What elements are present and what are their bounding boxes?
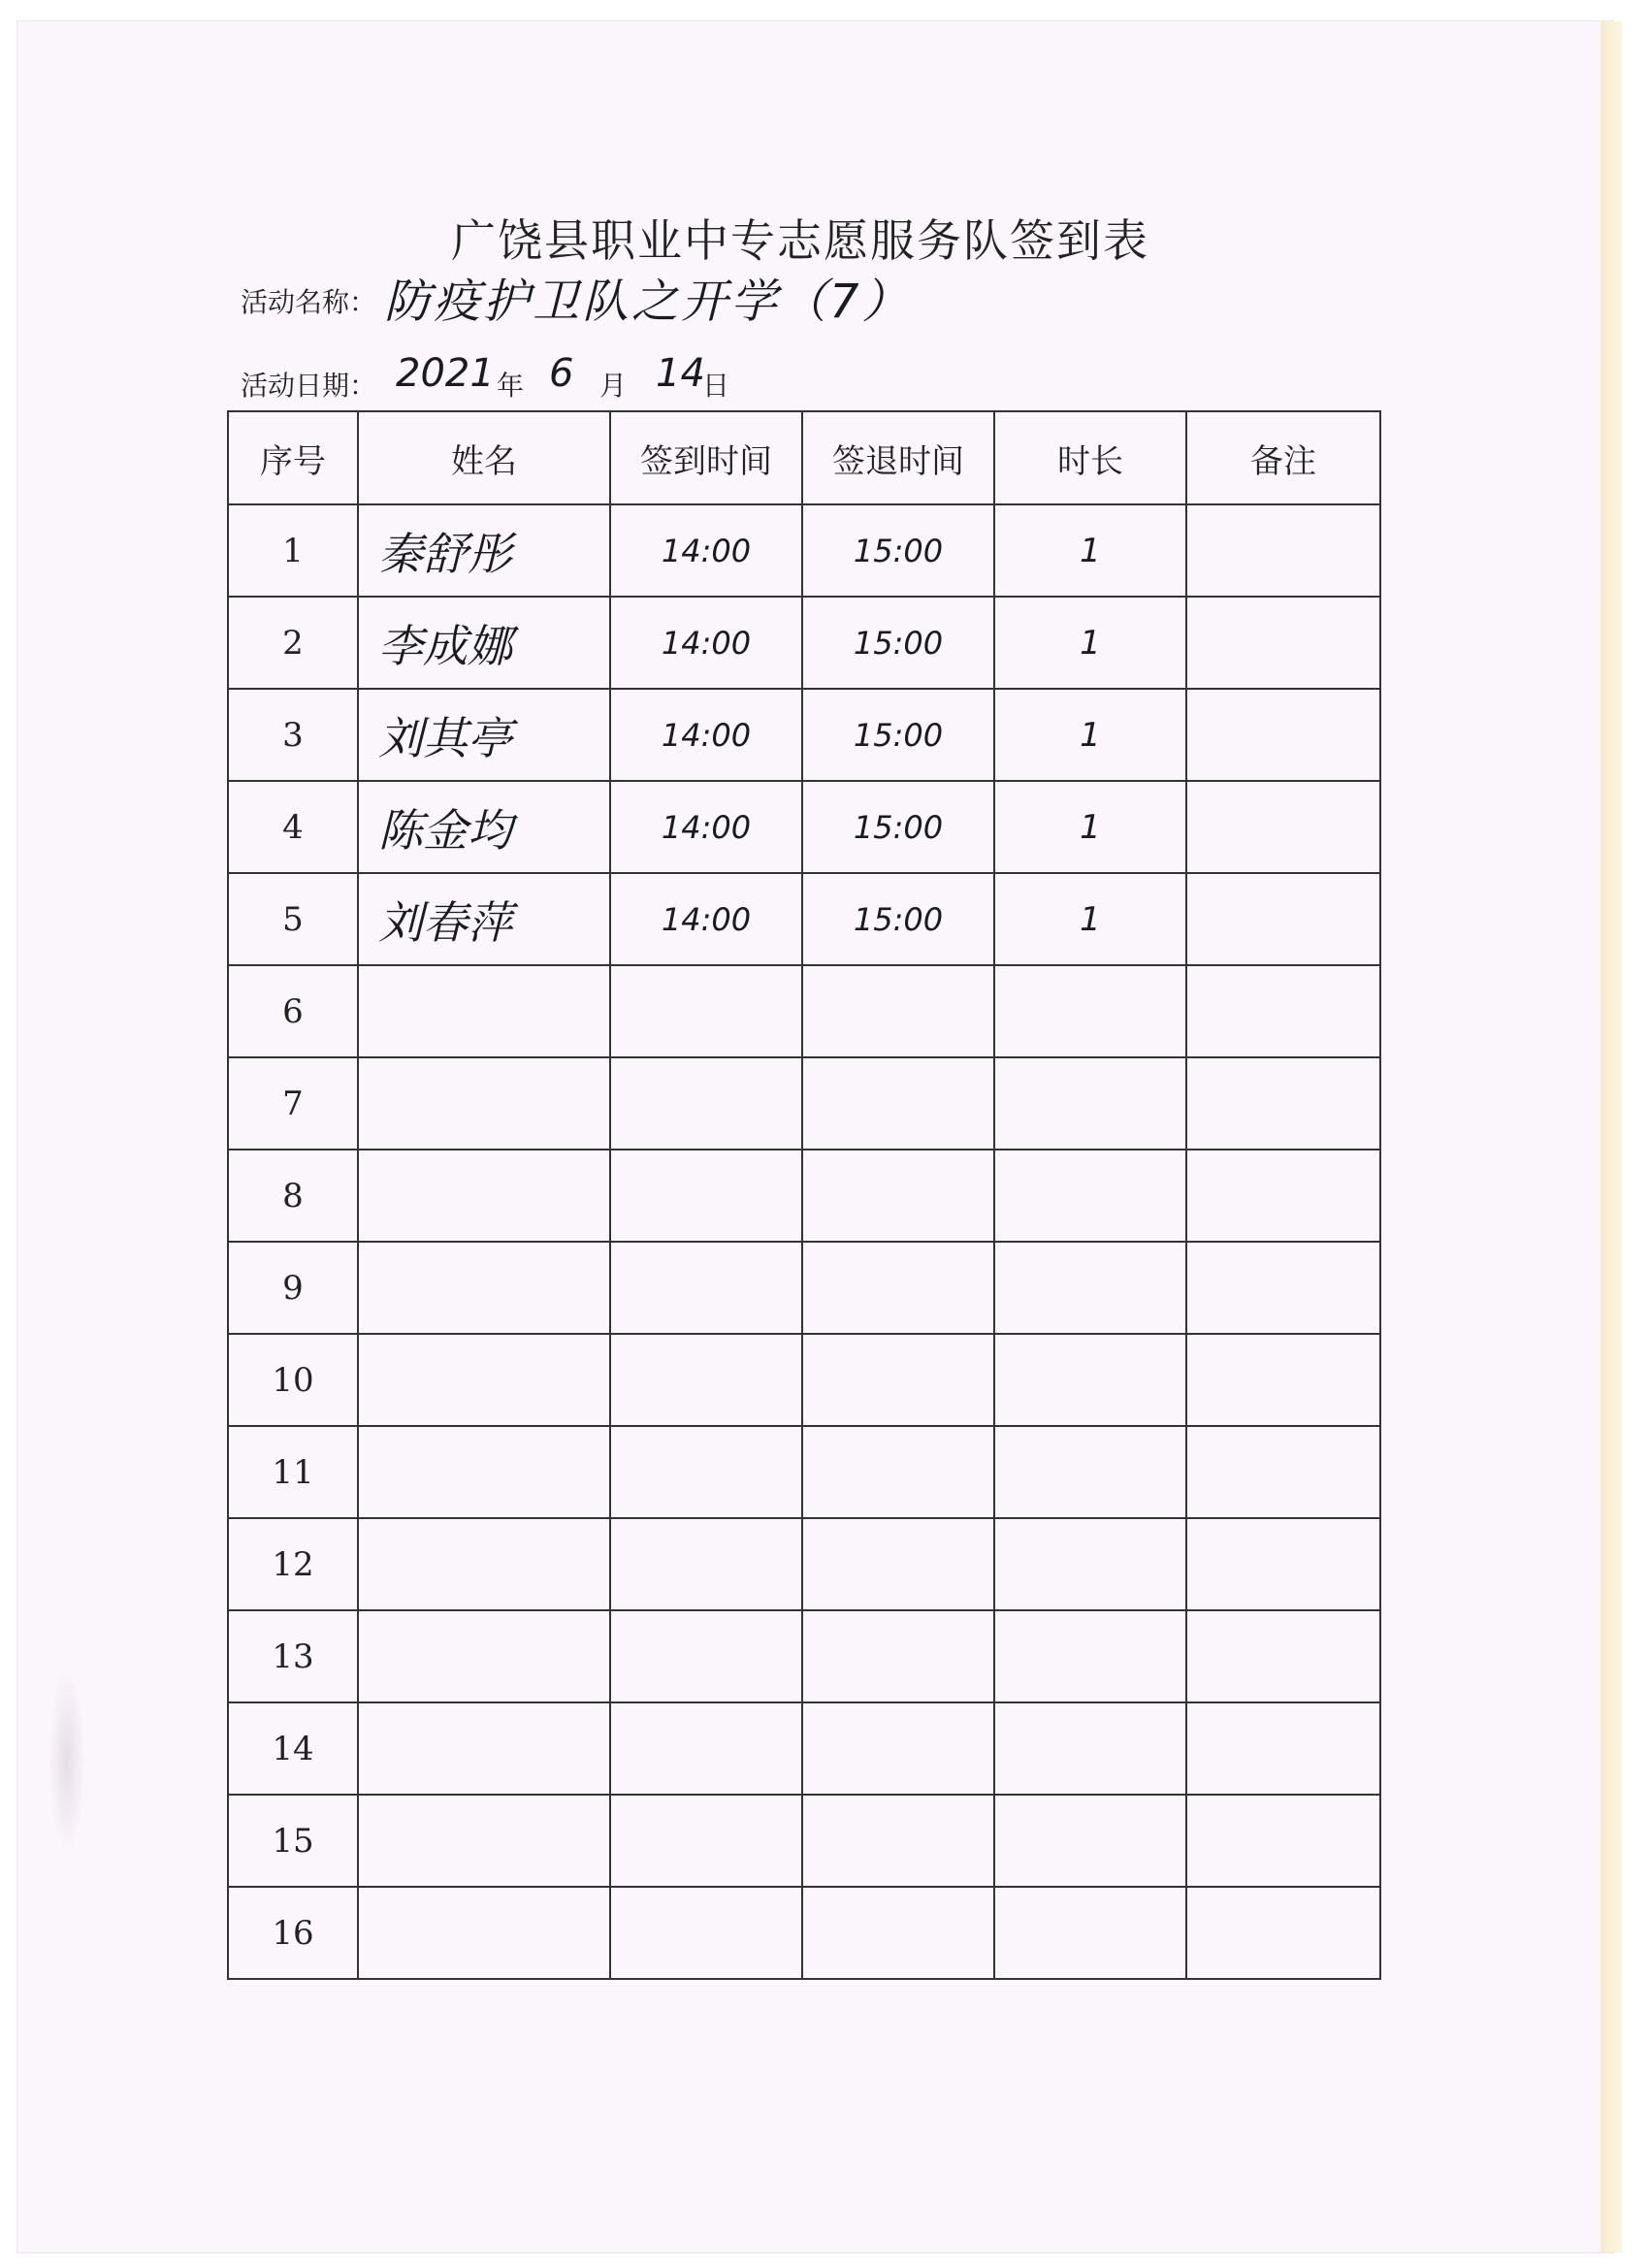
sign-in-time-cell	[610, 1795, 802, 1887]
paper-edge	[1600, 21, 1622, 2252]
table-row	[228, 1426, 1380, 1518]
volunteer-name-cell	[358, 965, 610, 1057]
volunteer-name-cell	[358, 1150, 610, 1242]
volunteer-name-cell	[358, 1702, 610, 1795]
sign-out-time-cell: 15:00	[802, 597, 994, 689]
sign-out-time-cell: 15:00	[802, 873, 994, 965]
duration-cell	[994, 1057, 1186, 1150]
note-cell	[1186, 1334, 1380, 1426]
row-number-cell: 2	[228, 597, 358, 689]
activity-date-label: 活动日期：	[241, 370, 377, 402]
row-number-cell: 10	[228, 1334, 358, 1426]
sign-in-time-cell: 14:00	[610, 873, 802, 965]
row-number-cell: 16	[228, 1887, 358, 1979]
sign-in-time-cell	[610, 1518, 802, 1610]
note-cell	[1186, 1795, 1380, 1887]
sign-in-time-cell	[610, 1057, 802, 1150]
volunteer-name-cell	[358, 1518, 610, 1610]
sign-out-time-cell: 15:00	[802, 781, 994, 873]
duration-cell	[994, 1518, 1186, 1610]
sign-in-time-cell: 14:00	[610, 597, 802, 689]
table-row	[228, 1887, 1380, 1979]
sign-out-time-cell	[802, 1518, 994, 1610]
volunteer-name-cell	[358, 1426, 610, 1518]
duration-cell	[994, 1795, 1186, 1887]
note-cell	[1186, 873, 1380, 965]
row-number-cell: 4	[228, 781, 358, 873]
date-year-unit: 年	[497, 370, 525, 402]
table-row	[228, 1795, 1380, 1887]
duration-cell	[994, 1702, 1186, 1795]
volunteer-name-cell: 刘其亭	[358, 689, 610, 781]
duration-cell	[994, 1150, 1186, 1242]
row-number-cell: 3	[228, 689, 358, 781]
sign-out-time-cell: 15:00	[802, 504, 994, 597]
duration-cell: 1	[994, 597, 1186, 689]
sign-in-time-cell: 14:00	[610, 689, 802, 781]
duration-cell	[994, 1610, 1186, 1702]
table-row	[228, 504, 1380, 597]
table-row	[228, 1702, 1380, 1795]
note-cell	[1186, 1242, 1380, 1334]
table-row	[228, 1242, 1380, 1334]
date-day: 14	[656, 351, 705, 396]
sign-out-time-cell: 15:00	[802, 689, 994, 781]
sign-out-time-cell	[802, 1702, 994, 1795]
sign-in-time-cell: 14:00	[610, 781, 802, 873]
sign-out-time-cell	[802, 1334, 994, 1426]
header-name: 姓名	[358, 411, 610, 504]
table-row	[228, 1334, 1380, 1426]
row-number-cell: 1	[228, 504, 358, 597]
volunteer-name-cell	[358, 1242, 610, 1334]
sign-in-time-cell: 14:00	[610, 504, 802, 597]
volunteer-name-cell: 刘春萍	[358, 873, 610, 965]
volunteer-name-cell	[358, 1057, 610, 1150]
date-day-unit: 日	[702, 370, 730, 402]
duration-cell: 1	[994, 504, 1186, 597]
row-number-cell: 6	[228, 965, 358, 1057]
table-row	[228, 1610, 1380, 1702]
sign-in-time-cell	[610, 965, 802, 1057]
row-number-cell: 12	[228, 1518, 358, 1610]
note-cell	[1186, 1702, 1380, 1795]
sign-out-time-cell	[802, 1426, 994, 1518]
table-row	[228, 873, 1380, 965]
row-number-cell: 7	[228, 1057, 358, 1150]
document-title: 广饶县职业中专志愿服务队签到表	[451, 214, 1149, 267]
row-number-cell: 13	[228, 1610, 358, 1702]
table-row	[228, 597, 1380, 689]
sign-out-time-cell	[802, 1150, 994, 1242]
sign-in-table	[227, 410, 1381, 1980]
duration-cell	[994, 965, 1186, 1057]
sign-in-time-cell	[610, 1426, 802, 1518]
note-cell	[1186, 1150, 1380, 1242]
duration-cell	[994, 1242, 1186, 1334]
note-cell	[1186, 1057, 1380, 1150]
sign-in-time-cell	[610, 1334, 802, 1426]
table-row	[228, 781, 1380, 873]
note-cell	[1186, 1426, 1380, 1518]
table-row	[228, 965, 1380, 1057]
row-number-cell: 11	[228, 1426, 358, 1518]
date-month-unit: 月	[599, 370, 628, 402]
sign-out-time-cell	[802, 1610, 994, 1702]
header-sign-in: 签到时间	[610, 411, 802, 504]
sign-out-time-cell	[802, 1057, 994, 1150]
sign-in-time-cell	[610, 1887, 802, 1979]
volunteer-name-cell: 秦舒彤	[358, 504, 610, 597]
date-month: 6	[549, 351, 574, 396]
row-number-cell: 14	[228, 1702, 358, 1795]
row-number-cell: 15	[228, 1795, 358, 1887]
sign-out-time-cell	[802, 1242, 994, 1334]
sign-in-time-cell	[610, 1702, 802, 1795]
header-duration: 时长	[994, 411, 1186, 504]
activity-name-value: 防疫护卫队之开学（7）	[384, 275, 912, 329]
volunteer-name-cell	[358, 1795, 610, 1887]
duration-cell: 1	[994, 781, 1186, 873]
sign-out-time-cell	[802, 1795, 994, 1887]
note-cell	[1186, 1518, 1380, 1610]
table-row	[228, 1518, 1380, 1610]
note-cell	[1186, 1887, 1380, 1979]
duration-cell: 1	[994, 689, 1186, 781]
table-header-row	[228, 411, 1380, 504]
note-cell	[1186, 504, 1380, 597]
note-cell	[1186, 781, 1380, 873]
note-cell	[1186, 965, 1380, 1057]
volunteer-name-cell: 陈金均	[358, 781, 610, 873]
header-note: 备注	[1186, 411, 1380, 504]
table-row	[228, 689, 1380, 781]
sign-out-time-cell	[802, 965, 994, 1057]
duration-cell	[994, 1334, 1186, 1426]
volunteer-name-cell	[358, 1887, 610, 1979]
table-row	[228, 1150, 1380, 1242]
duration-cell	[994, 1887, 1186, 1979]
volunteer-name-cell: 李成娜	[358, 597, 610, 689]
row-number-cell: 9	[228, 1242, 358, 1334]
sign-in-time-cell	[610, 1150, 802, 1242]
note-cell	[1186, 597, 1380, 689]
note-cell	[1186, 689, 1380, 781]
header-sign-out: 签退时间	[802, 411, 994, 504]
table-row	[228, 1057, 1380, 1150]
header-no: 序号	[228, 411, 358, 504]
note-cell	[1186, 1610, 1380, 1702]
sign-out-time-cell	[802, 1887, 994, 1979]
row-number-cell: 8	[228, 1150, 358, 1242]
duration-cell	[994, 1426, 1186, 1518]
row-number-cell: 5	[228, 873, 358, 965]
sign-in-time-cell	[610, 1610, 802, 1702]
paper-stain	[48, 1669, 85, 1853]
volunteer-name-cell	[358, 1610, 610, 1702]
sign-in-time-cell	[610, 1242, 802, 1334]
date-year: 2021	[396, 351, 495, 396]
activity-name-label: 活动名称：	[241, 286, 377, 318]
duration-cell: 1	[994, 873, 1186, 965]
volunteer-name-cell	[358, 1334, 610, 1426]
